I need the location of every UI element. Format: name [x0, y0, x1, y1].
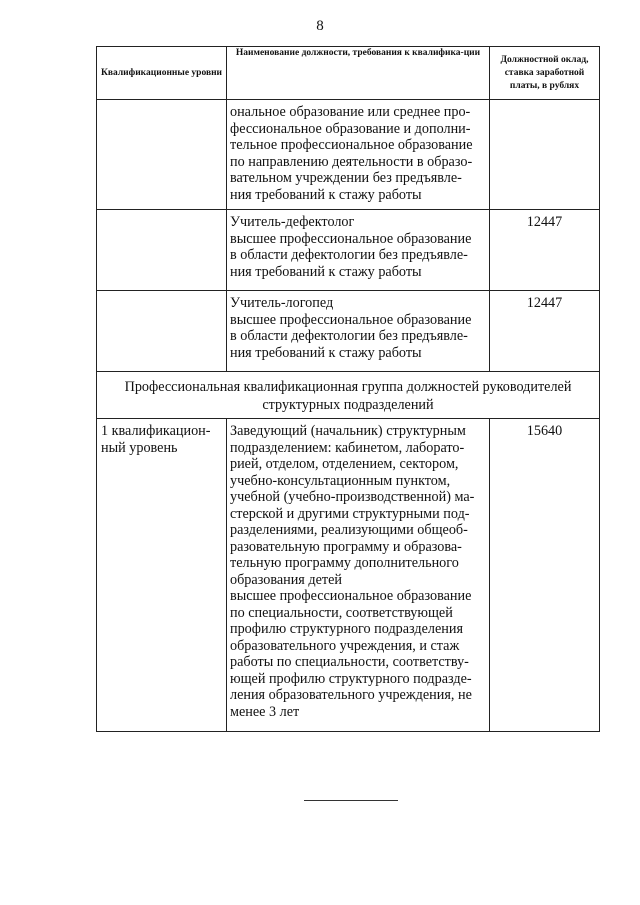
level-cell — [97, 291, 227, 372]
group-header-row — [97, 372, 600, 419]
salary-cell — [490, 291, 600, 372]
level-cell — [97, 210, 227, 291]
table-header-row — [97, 47, 600, 100]
salary-cell — [490, 100, 600, 210]
position-cell — [227, 100, 490, 210]
table-row — [97, 291, 600, 372]
group-header-title: Профессиональная квалификационная группа должностей руководителей структурных подразделений — [124, 379, 572, 413]
salary-value: 12447 — [526, 295, 563, 311]
position-cell — [227, 419, 490, 732]
level-cell — [97, 100, 227, 210]
header-position-requirements: Наименование должности, требования к квалифика-ции — [227, 47, 490, 100]
page-number: 8 — [316, 18, 324, 34]
salary-cell — [490, 210, 600, 291]
position-text: Заведующий (начальник) структурным подразделением: кабинетом, лаборато- рией, отделом, отделением, сектором, учебно-консультационным пунктом, учебной (учебно-производственной) ма- стерской и другими структурными под- разделениями, реализующими общеоб- разовательную программу и образова- тельную программу дополнительного образования детей высшее профессиональное образование по специальности, соответствующей профилю структурного подразделения образовательного учреждения, и стаж работы по специальности, соответству- ющей профилю структурного подразде- ления образовательного учреждения, не менее 3 лет — [230, 423, 475, 720]
table-row — [97, 100, 600, 210]
header-salary: Должностной оклад, ставка заработной платы, в рублях — [490, 47, 600, 100]
salary-value: 12447 — [526, 214, 563, 230]
salary-value: 15640 — [526, 423, 563, 439]
position-text: Учитель-логопед высшее профессиональное образование в области дефектологии без предъявле- ния требований к стажу работы — [230, 295, 472, 361]
table-row — [97, 210, 600, 291]
position-text: Учитель-дефектолог высшее профессиональное образование в области дефектологии без предъявле- ния требований к стажу работы — [230, 214, 472, 280]
table-row — [97, 419, 600, 732]
qualification-table — [96, 46, 600, 732]
position-text: ональное образование или среднее про- фессиональное образование и дополни- тельное профессиональное образование по направлению деятельности в образо- вательном учреждении без предъявле- ния требований к стажу работы — [230, 104, 473, 203]
salary-cell — [490, 419, 600, 732]
level-text: 1 квалификацион- ный уровень — [101, 423, 211, 456]
footer-divider-line — [304, 800, 398, 801]
position-cell — [227, 210, 490, 291]
position-cell — [227, 291, 490, 372]
header-qualification-levels: Квалификационные уровни — [97, 47, 227, 100]
group-header-cell — [97, 372, 600, 419]
level-cell — [97, 419, 227, 732]
